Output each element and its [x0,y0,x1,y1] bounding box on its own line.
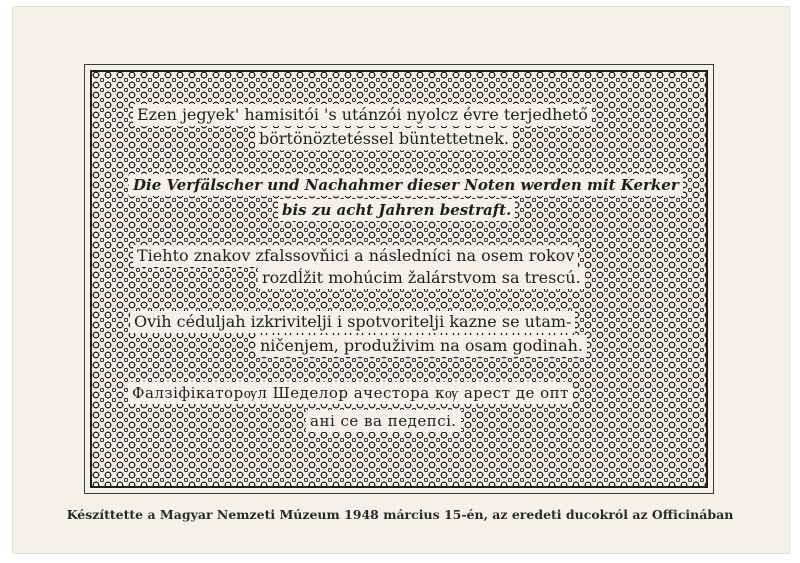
hungarian-line-2: börtönöztetéssel büntettetnek. [255,128,513,150]
footer-imprint: Készíttette a Magyar Nemzeti Múzeum 1948 március 15-én, az eredeti ducokról az Officinában [66,507,734,522]
german-line-2: bis zu acht Jahren bestraft. [278,199,515,221]
romanian-line-2: ані се ва педепсі. [306,410,461,432]
german-line-1: Die Verfälscher und Nachahmer dieser Noten werden mit Kerker [129,174,683,196]
croatian-line-2: ničenjem, produživim na osam godinah. [256,335,587,357]
slovak-line-1: Tiehto znakov zfalssovňici a následníci na osem rokov [133,245,578,267]
croatian-line-1: Ovih céduljah izkrivitelji i spotvoritelji kazne se utam- [130,311,575,333]
hungarian-line-1: Ezen jegyek' hamisitói 's utánzói nyolcz évre terjedhető [133,104,592,126]
romanian-line-1: Фалзіфікаторѹл Шеделор ачестора кѹ арест де опт [128,382,573,404]
slovak-line-2: rozdĺžit mohúcim žalárstvom sa trescú. [258,267,585,289]
